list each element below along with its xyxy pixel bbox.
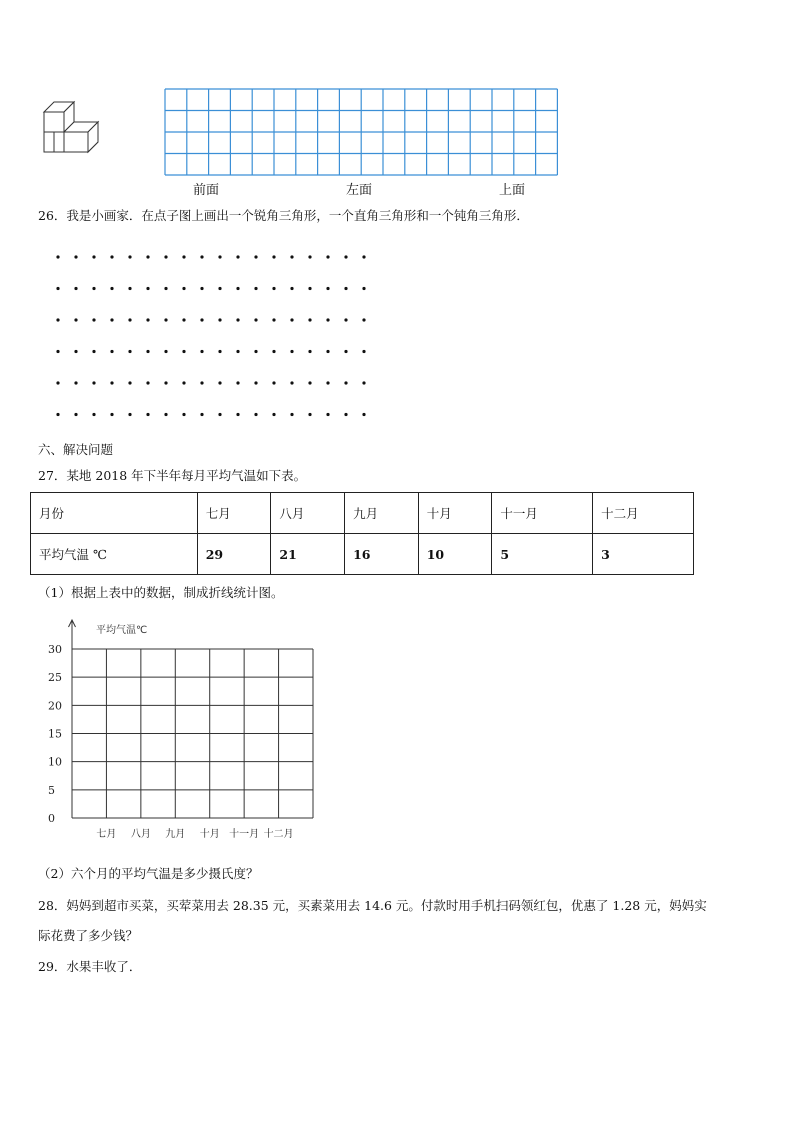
x-tick-label: 十二月 — [263, 829, 294, 840]
table-row-label: 平均气温 ℃ — [31, 534, 198, 575]
grid-dot — [344, 381, 347, 384]
grid-dot — [326, 381, 329, 384]
grid-dot — [290, 318, 293, 321]
dot-grid — [50, 250, 370, 420]
grid-dot — [128, 350, 131, 353]
grid-dot — [200, 318, 203, 321]
month-cell: 七月 — [197, 493, 271, 534]
grid-dot — [164, 381, 167, 384]
grid-dot — [344, 255, 347, 258]
grid-dot — [344, 350, 347, 353]
grid-dot — [254, 318, 257, 321]
grid-dot — [290, 413, 293, 416]
grid-dot — [200, 381, 203, 384]
grid-dot — [272, 350, 275, 353]
x-tick-label: 九月 — [165, 829, 186, 840]
line-chart-grid — [40, 615, 330, 850]
y-tick-label: 5 — [48, 783, 55, 797]
month-cell: 十一月 — [492, 493, 593, 534]
grid-dot — [56, 413, 59, 416]
grid-dot — [56, 350, 59, 353]
y-tick-label: 20 — [48, 699, 62, 713]
grid-dot — [92, 413, 95, 416]
grid-dot — [110, 381, 113, 384]
question-29-text: 29．水果丰收了． — [38, 959, 142, 974]
grid-dot — [74, 350, 77, 353]
grid-dot — [128, 381, 131, 384]
grid-dot — [344, 413, 347, 416]
temperature-cell: 16 — [345, 534, 419, 575]
grid-dot — [344, 287, 347, 290]
grid-dot — [182, 318, 185, 321]
grid-dot — [308, 255, 311, 258]
grid-dot — [200, 287, 203, 290]
temperature-cell: 3 — [593, 534, 694, 575]
question-27-part2: （2）六个月的平均气温是多少摄氏度？ — [38, 866, 259, 881]
table-header-cell: 月份 — [31, 493, 198, 534]
grid-dot — [254, 381, 257, 384]
grid-dot — [92, 287, 95, 290]
grid-dot — [92, 255, 95, 258]
grid-dot — [290, 350, 293, 353]
temperature-cell: 10 — [418, 534, 492, 575]
grid-dot — [254, 255, 257, 258]
grid-dot — [362, 255, 365, 258]
grid-dot — [236, 381, 239, 384]
grid-dot — [308, 413, 311, 416]
grid-dot — [110, 255, 113, 258]
grid-dot — [218, 350, 221, 353]
grid-dot — [164, 255, 167, 258]
grid-dot — [308, 350, 311, 353]
grid-dot — [254, 413, 257, 416]
grid-dot — [146, 255, 149, 258]
grid-dot — [128, 255, 131, 258]
month-cell: 九月 — [345, 493, 419, 534]
grid-dot — [236, 350, 239, 353]
grid-dot — [362, 350, 365, 353]
grid-dot — [290, 255, 293, 258]
grid-dot — [56, 255, 59, 258]
x-tick-label: 十一月 — [229, 829, 260, 840]
y-tick-label: 10 — [48, 755, 62, 769]
grid-dot — [128, 413, 131, 416]
grid-dot — [218, 287, 221, 290]
y-tick-label: 25 — [48, 671, 62, 685]
drawing-grid — [164, 88, 560, 178]
section-title: 六、解决问题 — [38, 442, 114, 457]
grid-dot — [92, 381, 95, 384]
grid-dot — [326, 318, 329, 321]
grid-dot — [146, 413, 149, 416]
temperature-cell: 29 — [197, 534, 271, 575]
grid-dot — [362, 381, 365, 384]
grid-dot — [146, 381, 149, 384]
grid-dot — [272, 381, 275, 384]
grid-dot — [308, 381, 311, 384]
grid-dot — [236, 413, 239, 416]
grid-dot — [110, 287, 113, 290]
grid-dot — [362, 413, 365, 416]
grid-dot — [218, 255, 221, 258]
question-27-part1: （1）根据上表中的数据，制成折线统计图。 — [38, 585, 284, 600]
temperature-cell: 5 — [492, 534, 593, 575]
top-view-label: 上面 — [499, 183, 526, 198]
grid-dot — [236, 255, 239, 258]
grid-dot — [92, 350, 95, 353]
grid-dot — [182, 381, 185, 384]
grid-dot — [56, 381, 59, 384]
grid-dot — [326, 255, 329, 258]
grid-dot — [74, 255, 77, 258]
temperature-cell: 21 — [271, 534, 345, 575]
grid-dot — [362, 318, 365, 321]
x-tick-label: 八月 — [130, 829, 151, 840]
grid-dot — [182, 287, 185, 290]
grid-dot — [290, 287, 293, 290]
month-cell: 八月 — [271, 493, 345, 534]
grid-dot — [74, 287, 77, 290]
grid-dot — [74, 413, 77, 416]
grid-dot — [308, 287, 311, 290]
grid-dot — [272, 287, 275, 290]
grid-dot — [272, 255, 275, 258]
grid-dot — [236, 318, 239, 321]
grid-dot — [200, 413, 203, 416]
table-row — [31, 534, 694, 575]
grid-dot — [218, 381, 221, 384]
month-cell: 十月 — [418, 493, 492, 534]
grid-dot — [164, 318, 167, 321]
grid-dot — [74, 381, 77, 384]
grid-dot — [146, 350, 149, 353]
grid-dot — [326, 287, 329, 290]
grid-dot — [218, 318, 221, 321]
grid-dot — [236, 287, 239, 290]
grid-dot — [164, 413, 167, 416]
grid-dot — [146, 287, 149, 290]
grid-dot — [110, 413, 113, 416]
y-tick-label: 30 — [48, 643, 62, 656]
grid-dot — [182, 413, 185, 416]
grid-dot — [128, 287, 131, 290]
grid-dot — [56, 287, 59, 290]
grid-dot — [272, 318, 275, 321]
question-28-line2: 际花费了多少钱？ — [38, 928, 139, 943]
grid-dot — [218, 413, 221, 416]
temperature-table — [30, 492, 694, 575]
grid-dot — [164, 287, 167, 290]
y-tick-label: 15 — [48, 727, 62, 741]
grid-dot — [74, 318, 77, 321]
question-27-text: 27．某地 2018 年下半年每月平均气温如下表。 — [38, 468, 307, 483]
grid-dot — [254, 287, 257, 290]
grid-dot — [182, 255, 185, 258]
y-tick-label: 0 — [48, 812, 55, 825]
question-26-text: 26．我是小画家．在点子图上画出一个锐角三角形，一个直角三角形和一个钝角三角形． — [38, 208, 529, 223]
month-cell: 十二月 — [593, 493, 694, 534]
grid-dot — [254, 350, 257, 353]
grid-dot — [164, 350, 167, 353]
grid-dot — [200, 255, 203, 258]
grid-dot — [56, 318, 59, 321]
grid-dot — [110, 318, 113, 321]
grid-dot — [92, 318, 95, 321]
grid-dot — [326, 413, 329, 416]
grid-dot — [128, 318, 131, 321]
grid-dot — [200, 350, 203, 353]
table-row — [31, 493, 694, 534]
x-tick-label: 七月 — [96, 829, 117, 840]
grid-dot — [290, 381, 293, 384]
left-view-label: 左面 — [346, 183, 373, 198]
cube-stack-figure — [40, 98, 102, 160]
grid-dot — [146, 318, 149, 321]
grid-dot — [308, 318, 311, 321]
front-view-label: 前面 — [193, 183, 220, 198]
x-tick-label: 十月 — [199, 829, 220, 840]
grid-dot — [272, 413, 275, 416]
grid-dot — [326, 350, 329, 353]
grid-dot — [344, 318, 347, 321]
grid-dot — [110, 350, 113, 353]
question-28-line1: 28．妈妈到超市买菜，买荤菜用去 28.35 元，买素菜用去 14.6 元。付款时用手机扫码领红包，优惠了 1.28 元，妈妈实 — [38, 898, 707, 913]
grid-dot — [182, 350, 185, 353]
y-axis-label: 平均气温℃ — [96, 625, 148, 636]
grid-dot — [362, 287, 365, 290]
